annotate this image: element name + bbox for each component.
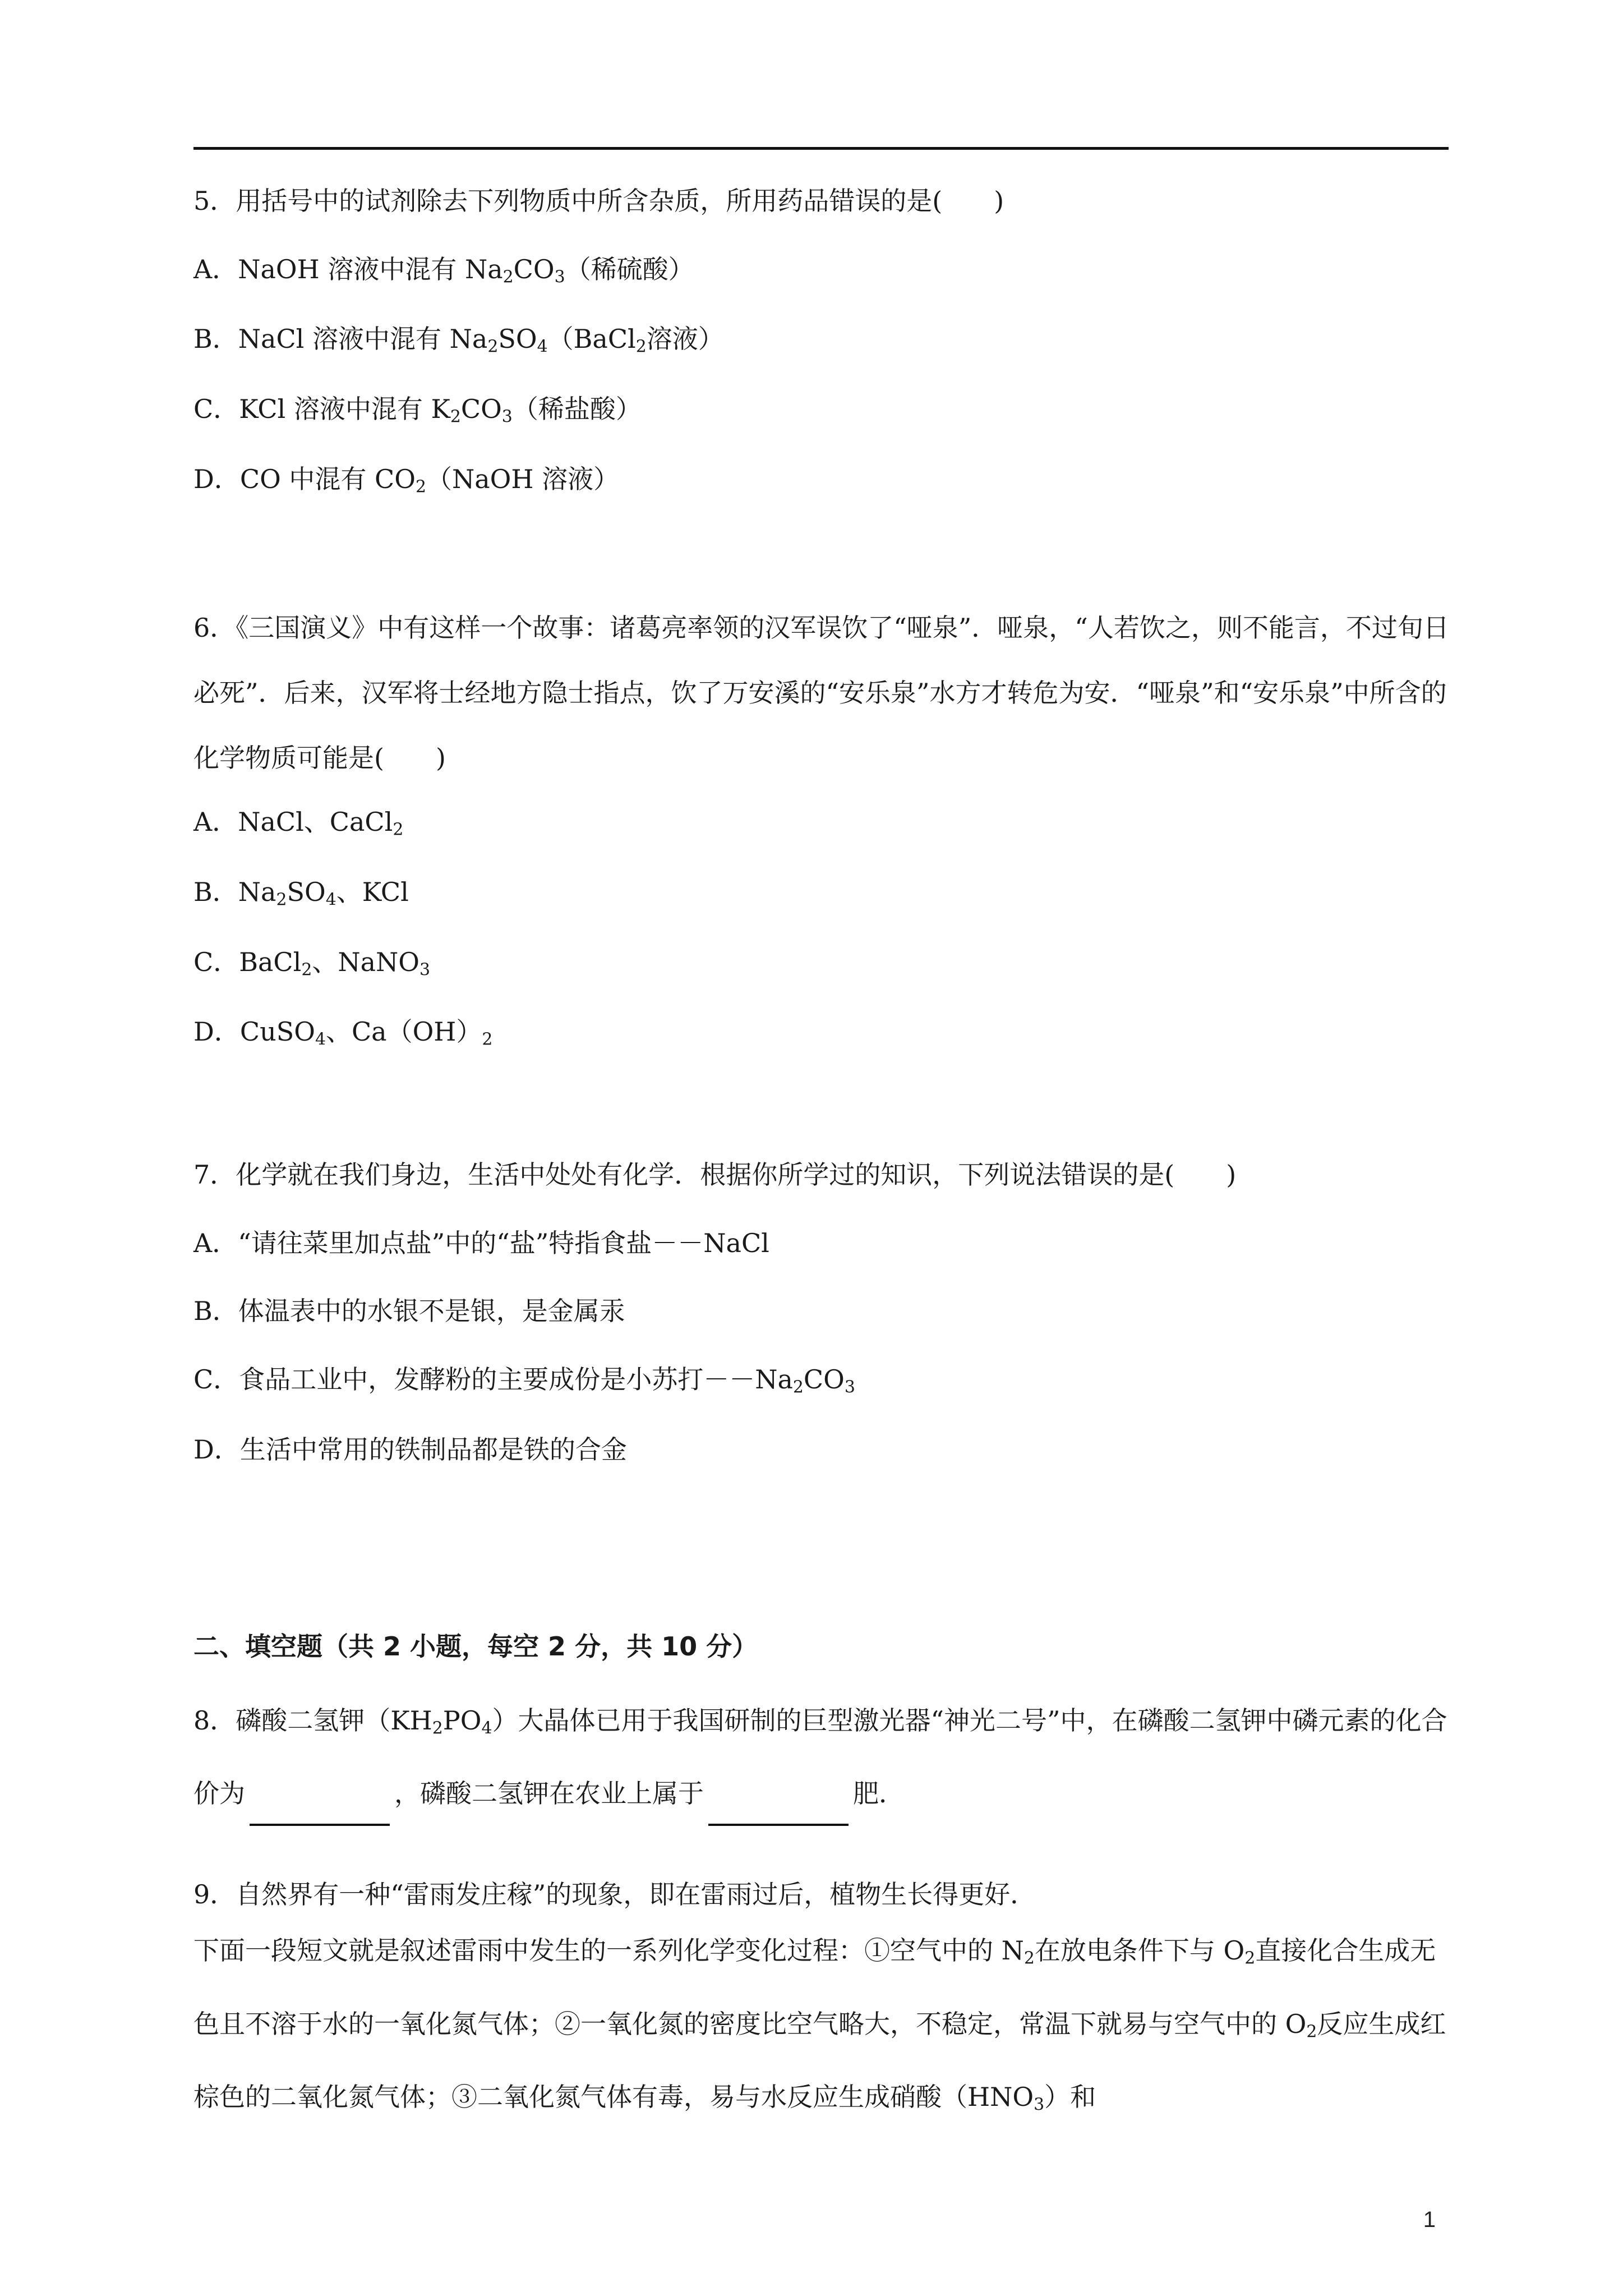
question-5-option-d: D．CO 中混有 $CO_2(NaOH$ 溶液） <box>193 464 620 497</box>
question-9-passage: 下面一段短文就是叙述雷雨中发生的一系列化学变化过程：①空气中的 $N_2$在放电条件下与 $O_2$直接化合生成无色且不溶于水的一氧化氮气体；②一氧化氮的密度比空气略大，不稳定，常温下就易与空气中的 $O_2$反应生成红棕色的二氧化氮气体；③二氧化氮气体有毒，易与水反应生成硝酸$(HNO_3)$和 <box>193 1935 1446 2115</box>
question-5-option-a: A．NaOH 溶液中混有 $Na_2CO_3$（稀硫酸） <box>193 254 694 287</box>
question-5-option-c: C．KCl 溶液中混有 $K_2CO_3$（稀盐酸） <box>193 394 642 427</box>
question-7-option-d: D．生活中常用的铁制品都是铁的合金 <box>193 1434 627 1465</box>
question-7-option-a: A．“请往菜里加点盐”中的“盐”特指食盐－－NaCl <box>193 1227 769 1258</box>
question-6-stem: 6．《三国演义》中有这样一个故事：诸葛亮率领的汉军误饮了“哑泉”．哑泉，“人若饮之，则不能言，不过旬日必死”．后来，汉军将士经地方隐士指点，饮了万安溪的“安乐泉”水方才转危为安．“哑泉”和“安乐泉”中所含的化学物质可能是( ) <box>193 612 1449 773</box>
question-7-option-b: B．体温表中的水银不是银，是金属汞 <box>193 1296 625 1327</box>
question-6-option-a: A．NaCl、CaCl$_2$ <box>193 806 404 840</box>
question-6-option-b: B．$Na_2SO_4$、KCl <box>193 876 409 910</box>
answer-blank-1[interactable] <box>250 1797 390 1826</box>
question-5-stem: 5．用括号中的试剂除去下列物质中所含杂质，所用药品错误的是( ) <box>193 186 1004 216</box>
question-7-option-c: C．食品工业中，发酵粉的主要成份是小苏打$--Na_2CO_3$ <box>193 1364 855 1397</box>
question-6-option-c: C．BaCl$_2$、NaNO$_3$ <box>193 946 431 980</box>
question-9-stem: 9．自然界有一种“雷雨发庄稼”的现象，即在雷雨过后，植物生长得更好． <box>193 1879 1036 1910</box>
section-2-title: 二、填空题（共 2 小题，每空 2 分，共 10 分） <box>193 1631 758 1662</box>
question-6-option-d: D．CuSO$_4$、$Ca(OH)_2$ <box>193 1016 493 1050</box>
answer-blank-2[interactable] <box>708 1797 849 1826</box>
header-rule <box>193 147 1449 150</box>
page-number: 1 <box>1423 2207 1436 2232</box>
page-content <box>193 185 1450 2137</box>
question-5-option-b: B．NaCl 溶液中混有 $Na_2SO_4(BaCl_2$溶液） <box>193 324 724 357</box>
question-8-text: 8．磷酸二氢钾$(KH_2PO_4)$大晶体已用于我国研制的巨型激光器“神光二号”中，在磷酸二氢钾中磷元素的化合价为 ，磷酸二氢钾在农业上属于 肥． <box>193 1688 1450 1826</box>
question-7-stem: 7．化学就在我们身边，生活中处处有化学．根据你所学过的知识，下列说法错误的是( ) <box>193 1159 1237 1190</box>
